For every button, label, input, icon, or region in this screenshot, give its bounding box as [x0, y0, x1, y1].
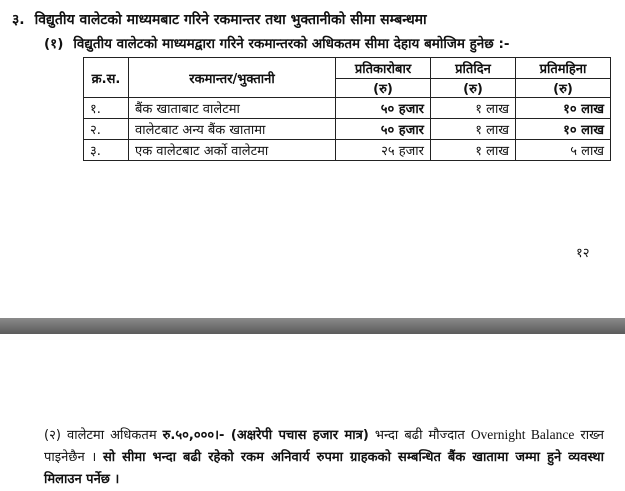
- row-per-transaction: ५० हजार: [336, 98, 431, 119]
- page-separator: [0, 318, 625, 334]
- row-per-day: १ लाख: [431, 119, 516, 140]
- table-row: [84, 119, 611, 140]
- row-sn: १.: [84, 98, 129, 119]
- header-per-month: प्रतिमहिना: [516, 58, 611, 79]
- clause-2-text-1: वालेटमा अधिकतम: [66, 428, 157, 443]
- table-row: [84, 98, 611, 119]
- section-title: विद्युतीय वालेटको माध्यमबाट गरिने रकमान्तर तथा भुक्तानीको सीमा सम्बन्धमा: [34, 12, 427, 28]
- row-sn: ३.: [84, 140, 129, 161]
- transfer-limits-table: [83, 57, 611, 161]
- header-sn: क्र.स.: [84, 58, 129, 98]
- section-heading: [12, 10, 427, 29]
- row-per-day: १ लाख: [431, 140, 516, 161]
- clause-number: (१): [44, 36, 64, 52]
- header-type: रकमान्तर/भुक्तानी: [129, 58, 336, 98]
- row-type: वालेटबाट अन्य बैंक खातामा: [129, 119, 336, 140]
- clause-2-overnight-balance: Overnight Balance: [470, 427, 575, 442]
- table-header-row: [84, 58, 611, 79]
- clause-2-amount: रु.५०,०००।- (अक्षरेपी पचास हजार मात्र): [162, 428, 369, 443]
- row-sn: २.: [84, 119, 129, 140]
- unit-per-month: (रु): [516, 79, 611, 98]
- row-per-transaction: ५० हजार: [336, 119, 431, 140]
- clause-title: विद्युतीय वालेटको माध्यमद्वारा गरिने रकमान्तरको अधिकतम सीमा देहाय बमोजिम हुनेछ :-: [73, 36, 510, 52]
- unit-per-day: (रु): [431, 79, 516, 98]
- clause-2-text-4: सो सीमा भन्दा बढी रहेको रकम अनिवार्य रुपमा ग्राहकको सम्बन्धित बैंक खातामा जम्मा हुने व्यवस्था मिलाउन पर्नेछ ।: [44, 450, 604, 487]
- clause-2-text-2: भन्दा बढी मौज्दात: [374, 428, 465, 443]
- row-type: एक वालेटबाट अर्को वालेटमा: [129, 140, 336, 161]
- header-per-transaction: प्रतिकारोबार: [336, 58, 431, 79]
- clause-heading: [44, 34, 509, 52]
- table-row: [84, 140, 611, 161]
- clause-2-number: (२): [44, 428, 61, 443]
- row-per-month: १० लाख: [516, 98, 611, 119]
- header-per-day: प्रतिदिन: [431, 58, 516, 79]
- section-number: ३.: [12, 12, 25, 28]
- row-per-day: १ लाख: [431, 98, 516, 119]
- page-number: १२: [576, 246, 590, 261]
- row-per-month: ५ लाख: [516, 140, 611, 161]
- row-type: बैंक खाताबाट वालेटमा: [129, 98, 336, 119]
- unit-per-transaction: (रु): [336, 79, 431, 98]
- clause-2-paragraph: [44, 424, 604, 491]
- clause-2-text-3: राख्न पाइनेछैन ।: [44, 428, 604, 465]
- row-per-transaction: २५ हजार: [336, 140, 431, 161]
- row-per-month: १० लाख: [516, 119, 611, 140]
